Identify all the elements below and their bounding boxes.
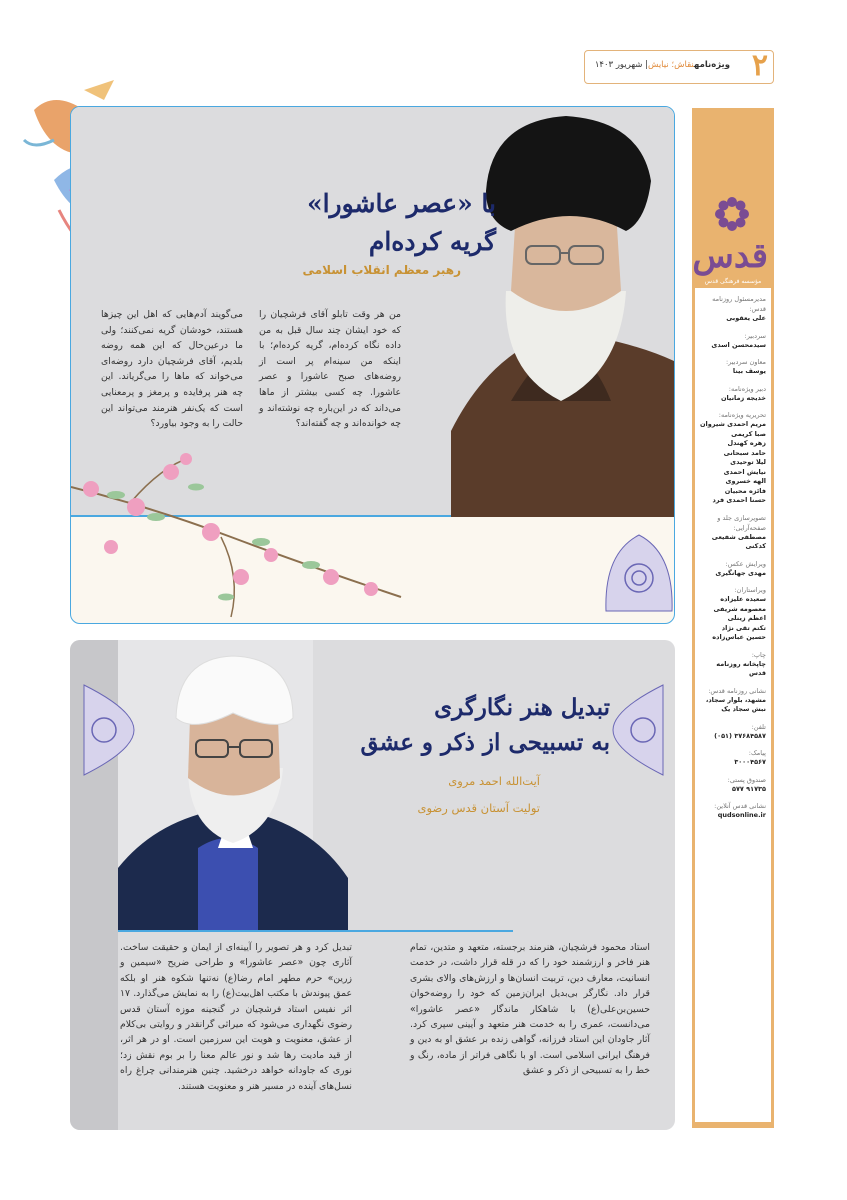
title-line: با «عصر عاشورا» (306, 189, 496, 218)
credit-item (698, 357, 766, 377)
credit-label: مدیرمسئول روزنامه قدس: (712, 295, 766, 313)
article-title (350, 690, 610, 760)
credit-item (698, 686, 766, 715)
credit-label: صندوق پستی: (727, 775, 766, 784)
credit-value: علی یعقوبی (726, 314, 766, 322)
credit-label: سردبیر: (744, 331, 766, 340)
credit-label: نشانی قدس آنلاین: (714, 802, 766, 810)
credit-item (698, 775, 766, 795)
page-header (584, 44, 774, 90)
article-column: می‌گویند آدم‌هایی که اهل این چیزها هستند، خودشان گریه نمی‌کنند؛ ولی ما در‌عین‌حال که این همه روضه بلدیم، آقای فرشچیان دارد روضه‌ای می‌خواند که ما‌ها را می‌گریاند. این چه هنر پرفایده و پرمغز و پرمعنایی است که یک‌نفر هنرمند می‌تواند این حالت را به وجود بیاورد؟ (101, 309, 243, 430)
credit-value: مهدی جهانگیری (715, 568, 766, 577)
credit-label: معاون سردبیر: (725, 358, 766, 366)
credit-value: سعیده علیزاده معصومه شریفی اعظم زینلی تکتم تقی نژاد حسین عباس‌زاده (712, 595, 766, 641)
credit-value: ۳۰۰۰۴۵۶۷ (734, 758, 766, 766)
issue-info (595, 60, 730, 70)
credit-item (698, 801, 766, 821)
article-column: استاد محمود فرشچیان، هنرمند برجسته، متعهد و متدین، تمام هنر فاخر و ارزشمند خود را که در قله قرار داشت، در خدمت انسانیت، معارف دین، تربیت انسان‌ها و ارزش‌های والای بشری قرار داد. نگارگر بی‌بدیل ایران‌زمین که خود را روضه‌خوان حسین‌بن‌علی(ع) با شاهکار ماندگار «عصر عاشورا» می‌دانست، عمری را به خدمت هنر متعهد و آیینی سپری کرد. آثار جاودان این استاد فرزانه، گواهی زنده بر عشق او به دین و فرهنگ ایرانی اسلامی است. او با نگاهی فراتر از ماده، رنگ و خط را به تسبیحی از ذکر و عشق (410, 942, 650, 1077)
credit-label: چاپ: (751, 650, 766, 659)
blossom-branch-illustration (71, 447, 421, 624)
credit-value: ۹۱۷۳۵ ۵۷۷ (731, 784, 766, 793)
byline-role: تولیت آستان قدس رضوی (417, 801, 540, 815)
article-byline (350, 768, 540, 822)
credits-list (695, 288, 771, 1122)
credit-label: ویرایش عکس: (725, 559, 766, 568)
credit-value: مشهد، بلوار سجاد، نبش سجاد یک (705, 695, 766, 713)
page-number: ۲ (751, 48, 768, 83)
credit-value: مریم احمدی شیروان صبا کریمی زهره کهندل حامد سبحانی لیلا توحیدی نیایش احمدی الهه خسروی فائزه محبیان حسنا احمدی فرد (699, 420, 766, 504)
logo-subtitle: مؤسسه فرهنگی قدس (704, 278, 762, 285)
credit-item (698, 585, 766, 643)
credit-value: (۰۵۱) ۳۷۶۸۴۵۸۷ (714, 731, 766, 740)
article-column: من هر وقت تابلو آقای فرشچیان را که خود ایشان چند سال قبل به من داده نگاه کرده‌ام، گریه کرده‌ام؛ با اینکه من سینه‌ام پر است از روضه‌های صبح عاشورا و عصر عاشورا. چه کسی بیشتر از ما‌ها می‌داند که در این‌باره چه نوشته‌اند و چه خوانده‌اند و چه گفته‌اند؟ (259, 309, 401, 430)
logo-text: قدس (692, 236, 768, 276)
credit-label: دبیر ویژه‌نامه: (728, 384, 766, 393)
credit-item (698, 513, 766, 552)
article-byline: رهبر معظم انقلاب اسلامی (302, 263, 461, 277)
credit-value: یوسف بینا (732, 367, 766, 375)
title-line: گریه کرده‌ام (368, 227, 496, 256)
byline-name: آیت‌الله احمد مروی (448, 774, 540, 788)
credit-label: ویراستاران: (734, 586, 766, 594)
credit-label: تحریریه ویژه‌نامه: (718, 411, 766, 419)
flower-logo-icon (712, 194, 752, 234)
article-title (281, 185, 496, 261)
article-custodian-panel (70, 640, 675, 1130)
website-link[interactable]: qudsonline.ir (717, 811, 766, 819)
credit-item (698, 748, 766, 768)
credit-item (698, 294, 766, 324)
credit-value: چاپخانه روزنامه قدس (716, 659, 766, 677)
issue-accent: نقاش؛ نیایش (647, 60, 694, 70)
credit-item (698, 559, 766, 579)
quds-logo (692, 108, 774, 288)
credit-value: مصطفی شفیعی کدکنی (711, 532, 766, 550)
credit-item (698, 384, 766, 404)
credit-label: تلفن: (751, 722, 766, 731)
title-line: به تسبیحی از ذکر و عشق (360, 729, 610, 756)
ornament-icon (603, 680, 673, 780)
credit-value: خدیجه زمانیان (720, 393, 766, 402)
credit-item (698, 650, 766, 679)
custodian-portrait-image (118, 648, 368, 932)
title-line: تبدیل هنر نگارگری (434, 694, 610, 721)
credit-label: تصویرسازی جلد و صفحه‌آرایی: (717, 513, 766, 532)
credit-item (698, 722, 766, 742)
credit-item (698, 410, 766, 506)
credit-value: سیدمحسن اسدی (711, 340, 766, 349)
leader-portrait-image (451, 106, 674, 517)
article-leader-panel (70, 106, 675, 624)
credit-label: نشانی روزنامه قدس: (708, 686, 766, 695)
credit-label: پیامک: (748, 749, 766, 757)
masthead-sidebar (692, 108, 774, 1128)
ornament-icon (604, 533, 674, 613)
issue-date: | شهریور ۱۴۰۳ (594, 60, 648, 70)
issue-label: ویژه‌نامه (693, 60, 730, 70)
credit-item (698, 331, 766, 351)
article-column: تبدیل کرد و هر تصویر را آیینه‌ای از ایمان و حقیقت ساخت. آثاری چون «عصر عاشورا» و طراحی ضریح «سیمین و زرین» حرم مطهر امام رضا(ع) نه‌تنها شکوه هنر او بلکه عمق پیوندش با مکتب اهل‌بیت(ع) را به نمایش می‌گذارد. ۱۷ اثر نفیس استاد فرشچیان در گنجینه موزه آستان قدس رضوی نگهداری می‌شود که میراثی گرانقدر و روایتی بی‌کلام از عشق، معنویت و هویت این سرزمین است. او در هر اثر، از قید مادیت رها شد و نور عالم معنا را بر بوم نقش زد؛ نوری که جاودانه خواهد درخشید. چنین هنرمندانی چراغ راه نسل‌های آینده در مسیر هنر و معنویت هستند. (120, 942, 352, 1092)
panel-divider-line (118, 930, 513, 932)
